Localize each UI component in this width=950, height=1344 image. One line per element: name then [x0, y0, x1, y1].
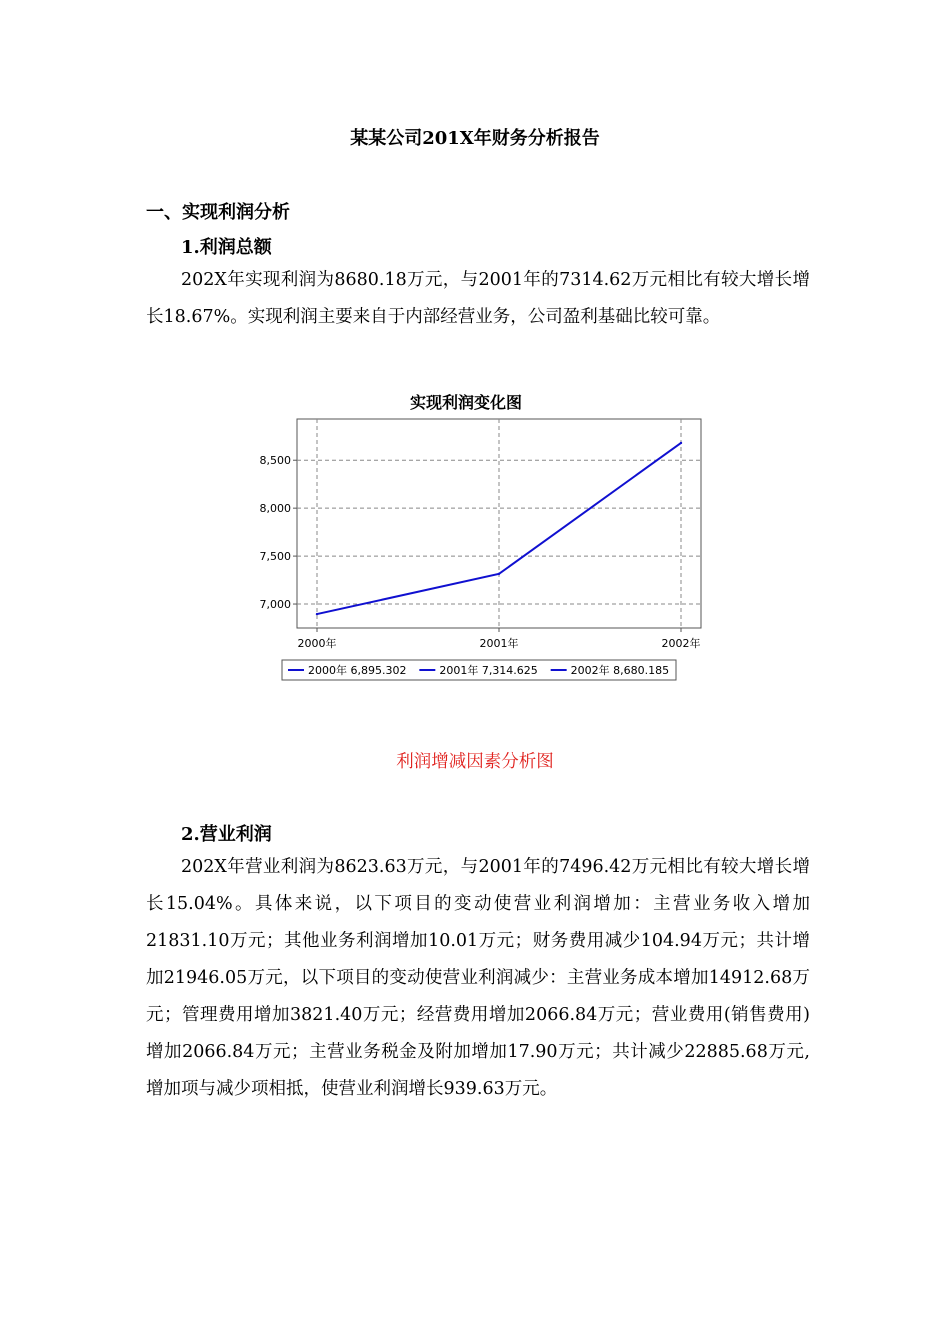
x-tick-label: 2002年: [661, 637, 701, 650]
chart-title: 实现利润变化图: [409, 393, 523, 412]
y-tick-label: 8,000: [259, 502, 291, 516]
plot-area: [260, 419, 702, 650]
chart-legend: [282, 660, 676, 680]
legend-label: 2000年 6,895.302: [308, 664, 407, 677]
legend-label: 2001年 7,314.625: [439, 664, 538, 677]
profit-change-chart: [250, 382, 710, 687]
section-heading-profit-analysis: 一、实现利润分析: [146, 202, 290, 223]
total-profit-paragraph: 202X年实现利润为8680.18万元，与2001年的7314.62万元相比有较大增长增长18.67%。实现利润主要来自于内部经营业务，公司盈利基础比较可靠。: [146, 270, 810, 327]
x-tick-label: 2000年: [297, 637, 337, 650]
y-tick-label: 8,500: [259, 454, 291, 468]
document-title: 某某公司201X年财务分析报告: [350, 128, 600, 149]
subheading-operating-profit: 2.营业利润: [181, 824, 272, 845]
y-tick-label: 7,000: [259, 598, 291, 612]
data-point: [680, 442, 682, 444]
operating-profit-paragraph: 202X年营业利润为8623.63万元，与2001年的7496.42万元相比有较大增长增长15.04%。具体来说，以下项目的变动使营业利润增加：主营业务收入增加21831.10万元；其他业务利润增加10.01万元；财务费用减少104.94万元；共计增加21946.05万元，以下项目的变动使营业利润减少：主营业务成本增加14912.68万元；管理费用增加3821.40万元；经营费用增加2066.84万元；营业费用(销售费用)增加2066.84万元；主营业务税金及附加增加17.90万元；共计减少22885.68万元,增加项与减少项相抵，使营业利润增长939.63万元。: [146, 857, 810, 1099]
subheading-total-profit: 1.利润总额: [181, 237, 272, 258]
data-point: [498, 573, 500, 575]
x-tick-label: 2001年: [479, 637, 519, 650]
y-tick-label: 7,500: [259, 550, 291, 564]
legend-label: 2002年 8,680.185: [570, 664, 670, 677]
chart-caption: 利润增减因素分析图: [396, 752, 554, 772]
data-point: [316, 613, 318, 615]
